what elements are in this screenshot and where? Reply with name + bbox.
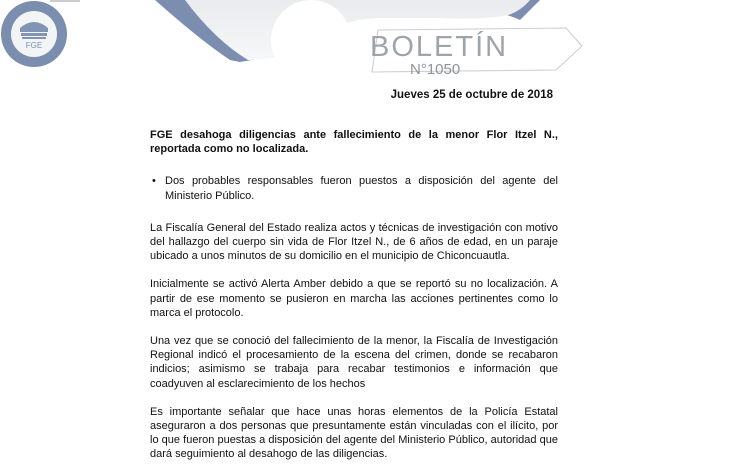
bulletin-header (0, 0, 750, 95)
paragraph-investigation: La Fiscalía General del Estado realiza actos y técnicas de investigación con motivo del hallazgo del cuerpo sin vida de Flor Itzel N., de 6 años de edad, en un paraje ubicado a unos minutos de su domicilio en el municipio de Chiconcuautla. (150, 221, 558, 263)
bulletin-date: Jueves 25 de octubre de 2018 (390, 89, 553, 101)
bullet-icon: • (152, 175, 156, 188)
paragraph-arrests: Es importante señalar que hace unas horas elementos de la Policía Estatal aseguraron a dos personas que presuntamente están vinculadas con el ilícito, por lo que fueron puestas a disposición del agente del Ministerio Público, autoridad que dará seguimiento al desahogo de las diligencias. (150, 405, 558, 461)
svg-text:FGE: FGE (25, 41, 43, 50)
bulletin-body (150, 128, 558, 476)
paragraph-crime-scene: Una vez que se conoció del fallecimiento de la menor, la Fiscalía de Investigación Regional indicó el procesamiento de la escena del crimen, donde se recabaron indicios; asimismo se trabaja para recabar testimonios e información que coadyuven al esclarecimiento de los hechos (150, 335, 558, 390)
bulletin-number: N°1050 (410, 61, 461, 78)
headline-text: desahoga diligencias ante fallecimiento de la menor Flor Itzel N., reportada como no localizada. (150, 129, 558, 156)
list-item (150, 174, 558, 202)
bullet-text: Dos probables responsables fueron puestos a disposición del agente del Ministerio Público. (165, 175, 558, 202)
bulletin-title: BOLETÍN (370, 31, 509, 63)
paragraph-amber-alert: Inicialmente se activó Alerta Amber debido a que se reportó su no localización. A partir de ese momento se pusieron en marcha las acciones pertinentes como lo marca el protocolo. (150, 278, 558, 319)
highlights-list (150, 174, 558, 202)
headline-prefix: FGE (150, 129, 173, 141)
headline (150, 128, 558, 156)
fge-seal-icon (0, 0, 68, 68)
